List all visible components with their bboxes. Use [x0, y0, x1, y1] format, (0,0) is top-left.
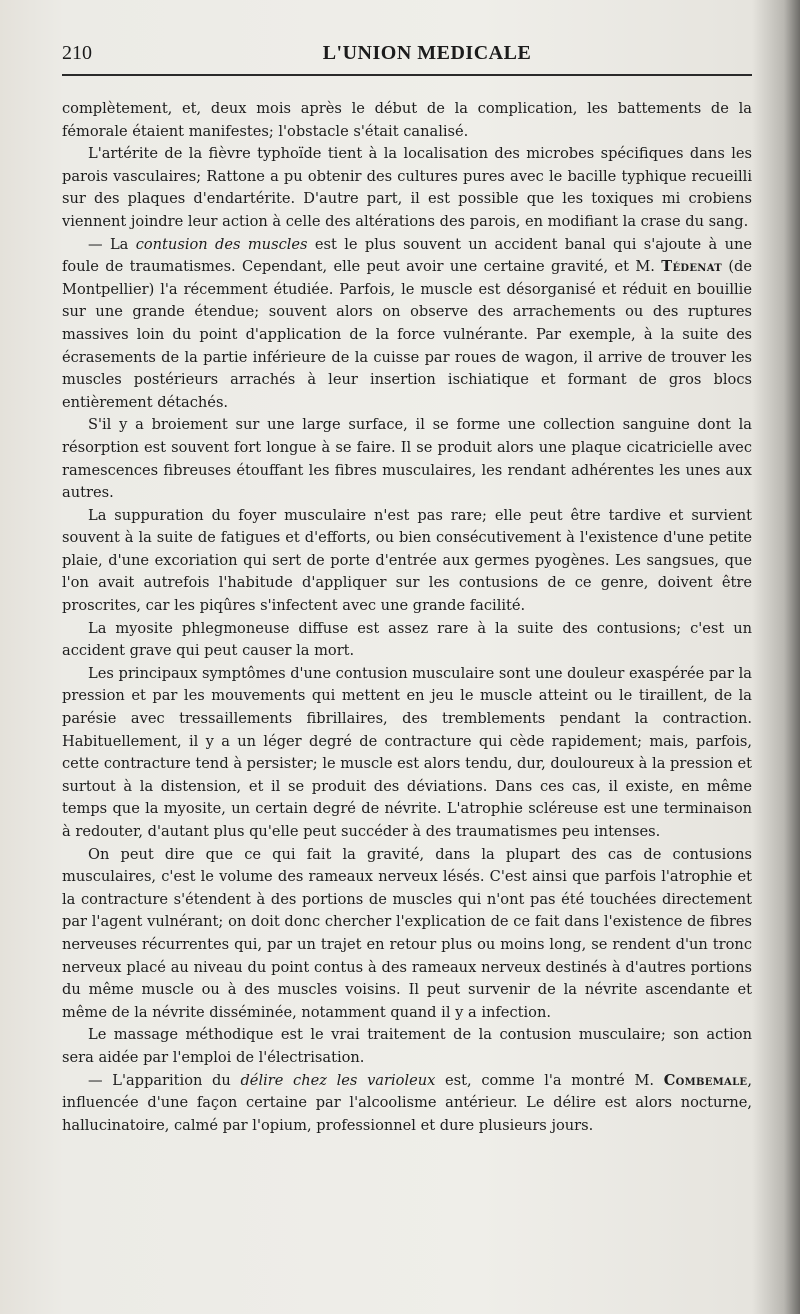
text-run: est le plus souvent un accident banal qui s'ajoute à une foule de traumatismes. Cependant, elle peut avoir une certaine gravité, et M. — [62, 235, 753, 276]
text-run: complètement, et, deux mois après le début de la complication, les battements de la fémorale étaient manifestes; l'obstacle s'était canalisé. — [62, 100, 752, 140]
text-run: On peut dire que ce qui fait la gravité, dans la plupart des cas de contusions musculaires, c'est le volume des rameaux nerveux lésés. C'est ainsi que parfois l'atrophie et la contracture s'étendent à des portions de muscles qui n'ont pas été touchées directement par l'agent vulnérant; on doit donc chercher l'explication de ce fait dans l'existence de fibres nerveuses récurrentes qui, par un trajet en retour plus ou moins long, se rendent d'un tronc nerveux placé au niveau du point contus à des rameaux nerveux destinés à d'autres portions du même muscle ou à des muscles voisins. Il peut survenir de la névrite ascendante et même de la névrite disséminée, notamment quand il y a infection. — [62, 845, 752, 1021]
paragraph-p10 — [62, 1070, 752, 1138]
paragraph-p3 — [62, 234, 752, 415]
text-run: Les principaux symptômes d'une contusion musculaire sont une douleur exaspérée par la pression et par les mouvements qui mettent en jeu le muscle atteint ou le tiraillent, de la parésie avec tressaillements fibrillaires, des tremblements pendant la contraction. Habituellement, il y a un léger degré de contracture qui cède rapidement; mais, parfois, cette contracture tend à persister; le muscle est alors tendu, dur, douloureux à la pression et surtout à la distension, et il se produit des déviations. Dans ces cas, il existe, en même temps que la myosite, un certain degré de névrite. L'atrophie scléreuse est une terminaison à redouter, d'autant plus qu'elle peut succéder à des traumatismes peu intenses. — [62, 664, 752, 840]
paragraph-p2 — [62, 143, 752, 233]
page-header — [62, 42, 752, 72]
paragraph-p1 — [62, 98, 752, 143]
text-run: La myosite phlegmoneuse diffuse est assez rare à la suite des contusions; c'est un accident grave qui peut causer la mort. — [62, 619, 752, 660]
article-body — [62, 98, 752, 1137]
text-run: L'artérite de la fièvre typhoïde tient à la localisation des microbes spécifiques dans les parois vasculaires; Rattone a pu obtenir des cultures pures avec le bacille typhique recueilli sur des plaques d'endartérite. D'autre part, il est possible que les toxiques mi crobiens viennent joindre leur action à celle des altérations des parois, en modifiant la crase du sang. — [62, 145, 752, 230]
header-rule — [62, 74, 752, 76]
text-run: — La — [88, 235, 136, 253]
paragraph-p4 — [62, 414, 752, 504]
text-run: La suppuration du foyer musculaire n'est pas rare; elle peut être tardive et survient souvent à la suite de fatigues et d'efforts, ou bien consécutivement à l'existence d'une petite plaie, d'une excoriation qui sert de porte d'entrée aux germes pyogènes. Les sangsues, que l'on avait autrefois l'habitude d'appliquer sur les contusions de ce genre, doivent être proscrites, car les piqûres s'infectent avec une grande facilité. — [62, 506, 752, 615]
text-run: — L'apparition du — [88, 1071, 241, 1089]
author-name: Tédenat — [661, 258, 722, 276]
text-run: (de Montpellier) l'a récemment étudiée. Parfois, le muscle est désorganisé et réduit en bouillie sur une grande étendue; souvent alors on observe des arrachements ou des ruptures massives loin du point d'application de la force vulnérante. Par exemple, à la suite des écrasements de la partie inférieure de la cuisse par roues de wagon, il arrive de trouver les muscles postérieurs arrachés à leur insertion ischiatique et formant de gros blocs entièrement détachés. — [62, 258, 753, 411]
author-name: Combemale — [663, 1071, 748, 1089]
paragraph-p6 — [62, 618, 752, 663]
running-title: L'UNION MEDICALE — [322, 42, 532, 64]
paragraph-p5 — [62, 505, 752, 618]
paragraph-p7 — [62, 663, 752, 844]
italic-phrase: contusion des muscles — [135, 235, 308, 253]
paragraph-p8 — [62, 844, 752, 1025]
italic-phrase: délire chez les varioleux — [240, 1071, 436, 1089]
text-run: , influencée d'une façon certaine par l'alcoolisme antérieur. Le délire est alors nocturne, hallucinatoire, calmé par l'opium, professionnel et dure plusieurs jours. — [62, 1071, 752, 1134]
text-run: S'il y a broiement sur une large surface, il se forme une collection sanguine dont la résorption est souvent fort longue à se faire. Il se produit alors une plaque cicatricielle avec ramescences fibreuses étouffant les fibres musculaires, les rendant adhérentes les unes aux autres. — [62, 416, 752, 502]
text-run: est, comme l'a montré M. — [435, 1071, 664, 1089]
text-run: Le massage méthodique est le vrai traitement de la contusion musculaire; son action sera aidée par l'emploi de l'électrisation. — [62, 1026, 752, 1066]
page-number: 210 — [62, 42, 92, 64]
paragraph-p9 — [62, 1024, 752, 1069]
